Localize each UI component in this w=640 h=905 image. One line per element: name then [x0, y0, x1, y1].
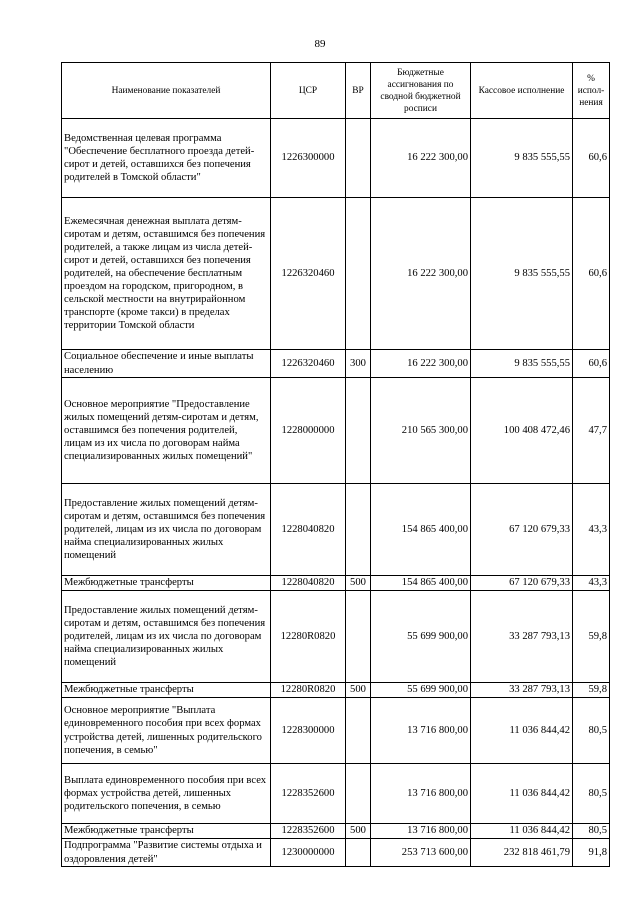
row-cash: 232 818 461,79	[471, 839, 573, 867]
row-pct: 60,6	[573, 350, 610, 378]
header-vr: ВР	[346, 63, 371, 119]
row-name: Предоставление жилых помещений детям-сиротам и детям, оставшимся без попечения родителей, лицам из их числа по договорам найма специализированных жилых помещений	[62, 591, 271, 683]
row-csr: 1228352600	[271, 764, 346, 824]
table-row	[62, 591, 610, 683]
table-row	[62, 764, 610, 824]
row-pct: 60,6	[573, 198, 610, 350]
row-pct: 80,5	[573, 824, 610, 839]
row-budget: 16 222 300,00	[371, 119, 471, 198]
row-vr	[346, 764, 371, 824]
row-vr	[346, 484, 371, 576]
header-budget: Бюджетные ассигнования по сводной бюджетной росписи	[371, 63, 471, 119]
row-budget: 13 716 800,00	[371, 698, 471, 764]
row-vr	[346, 839, 371, 867]
table-row	[62, 839, 610, 867]
header-cash: Кассовое исполнение	[471, 63, 573, 119]
row-name: Ежемесячная денежная выплата детям-сиротам и детям, оставшимся без попечения родителей, а также лицам из числа детей-сирот и детей, оставшихся без попечения родителей, на обеспечение бесплатным проездом на городском, пригородном, в сельской местности на внутрирайонном транспорте (кроме такси) в пределах территории Томской области	[62, 198, 271, 350]
row-vr	[346, 591, 371, 683]
row-cash: 33 287 793,13	[471, 683, 573, 698]
row-cash: 100 408 472,46	[471, 378, 573, 484]
table-row	[62, 824, 610, 839]
row-cash: 11 036 844,42	[471, 698, 573, 764]
header-name: Наименование показателей	[62, 63, 271, 119]
row-vr: 500	[346, 683, 371, 698]
table-row	[62, 378, 610, 484]
row-vr	[346, 378, 371, 484]
row-cash: 9 835 555,55	[471, 350, 573, 378]
row-name: Предоставление жилых помещений детям-сиротам и детям, оставшимся без попечения родителей, лицам из их числа по договорам найма специализированных жилых помещений	[62, 484, 271, 576]
row-budget: 55 699 900,00	[371, 591, 471, 683]
table-row	[62, 698, 610, 764]
row-cash: 9 835 555,55	[471, 119, 573, 198]
row-budget: 13 716 800,00	[371, 824, 471, 839]
table-row	[62, 198, 610, 350]
row-pct: 43,3	[573, 484, 610, 576]
row-pct: 43,3	[573, 576, 610, 591]
row-cash: 11 036 844,42	[471, 824, 573, 839]
row-cash: 67 120 679,33	[471, 576, 573, 591]
table-row	[62, 683, 610, 698]
row-vr	[346, 119, 371, 198]
header-pct: % испол-нения	[573, 63, 610, 119]
row-csr: 1228000000	[271, 378, 346, 484]
row-vr: 500	[346, 576, 371, 591]
row-cash: 33 287 793,13	[471, 591, 573, 683]
row-vr: 300	[346, 350, 371, 378]
row-pct: 80,5	[573, 698, 610, 764]
row-csr: 1228040820	[271, 484, 346, 576]
row-budget: 16 222 300,00	[371, 350, 471, 378]
row-budget: 16 222 300,00	[371, 198, 471, 350]
table-row	[62, 350, 610, 378]
row-name: Ведомственная целевая программа "Обеспечение бесплатного проезда детей-сирот и детей, оставшихся без попечения родителей в Томской области"	[62, 119, 271, 198]
row-csr: 1228300000	[271, 698, 346, 764]
row-csr: 1230000000	[271, 839, 346, 867]
row-name: Основное мероприятие "Выплата единовременного пособия при всех формах устройства детей, лишенных родительского попечения, в семью"	[62, 698, 271, 764]
row-budget: 210 565 300,00	[371, 378, 471, 484]
row-pct: 91,8	[573, 839, 610, 867]
row-pct: 59,8	[573, 591, 610, 683]
row-pct: 80,5	[573, 764, 610, 824]
table-row	[62, 576, 610, 591]
row-budget: 55 699 900,00	[371, 683, 471, 698]
row-csr: 1226320460	[271, 350, 346, 378]
row-name: Межбюджетные трансферты	[62, 824, 271, 839]
row-budget: 154 865 400,00	[371, 576, 471, 591]
row-vr: 500	[346, 824, 371, 839]
row-csr: 1226300000	[271, 119, 346, 198]
row-name: Социальное обеспечение и иные выплаты населению	[62, 350, 271, 378]
row-csr: 12280R0820	[271, 591, 346, 683]
table-row	[62, 484, 610, 576]
row-cash: 67 120 679,33	[471, 484, 573, 576]
row-budget: 253 713 600,00	[371, 839, 471, 867]
row-cash: 9 835 555,55	[471, 198, 573, 350]
row-name: Межбюджетные трансферты	[62, 576, 271, 591]
row-cash: 11 036 844,42	[471, 764, 573, 824]
row-pct: 60,6	[573, 119, 610, 198]
row-budget: 154 865 400,00	[371, 484, 471, 576]
page-number: 89	[314, 38, 326, 50]
table-header-row	[62, 63, 610, 119]
row-pct: 47,7	[573, 378, 610, 484]
table-row	[62, 119, 610, 198]
header-csr: ЦСР	[271, 63, 346, 119]
row-name: Межбюджетные трансферты	[62, 683, 271, 698]
row-csr: 12280R0820	[271, 683, 346, 698]
row-csr: 1228352600	[271, 824, 346, 839]
row-vr	[346, 698, 371, 764]
row-name: Подпрограмма "Развитие системы отдыха и оздоровления детей"	[62, 839, 271, 867]
row-budget: 13 716 800,00	[371, 764, 471, 824]
row-name: Основное мероприятие "Предоставление жилых помещений детям-сиротам и детям, оставшимся без попечения родителей, лицам из их числа по договорам найма специализированных жилых помещений"	[62, 378, 271, 484]
row-vr	[346, 198, 371, 350]
row-csr: 1228040820	[271, 576, 346, 591]
row-name: Выплата единовременного пособия при всех формах устройства детей, лишенных родительского попечения, в семью	[62, 764, 271, 824]
budget-table	[61, 62, 610, 867]
row-csr: 1226320460	[271, 198, 346, 350]
row-pct: 59,8	[573, 683, 610, 698]
